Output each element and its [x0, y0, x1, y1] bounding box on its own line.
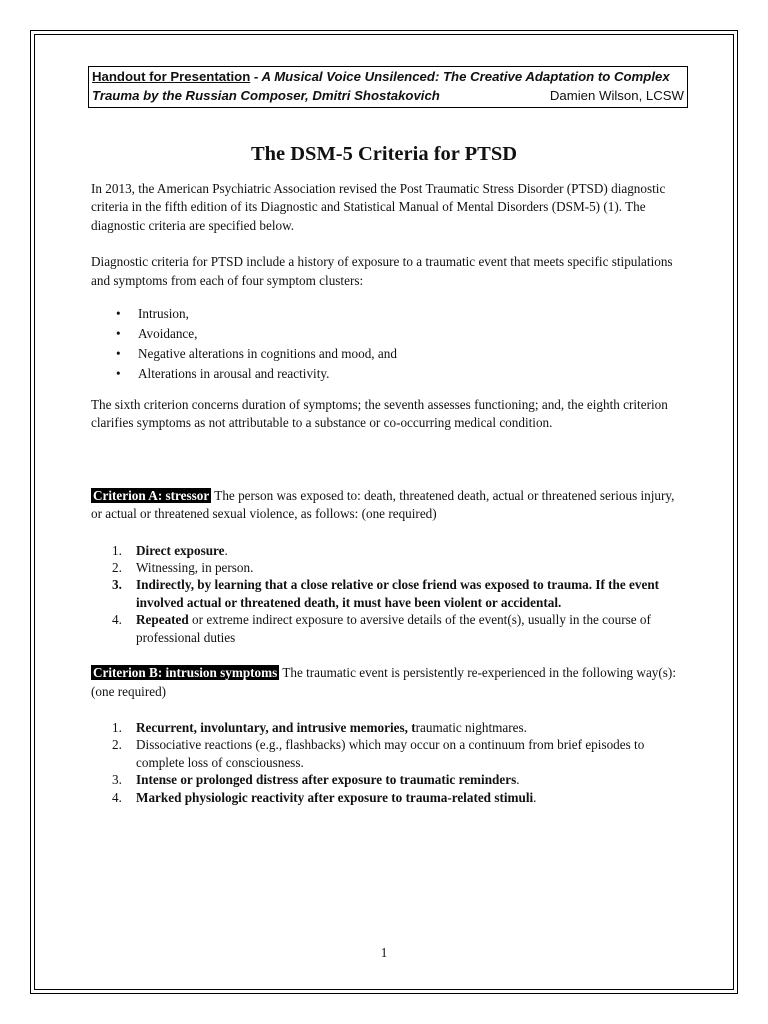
list-item: [91, 719, 681, 736]
list-item: • Intrusion,: [91, 304, 681, 324]
criterion-b-paragraph: [91, 664, 681, 701]
author-name: Damien Wilson, LCSW: [549, 88, 684, 103]
list-item: [91, 611, 681, 646]
talk-title-line-2: Trauma by the Russian Composer, Dmitri Shostakovich: [92, 88, 440, 103]
list-item: • Avoidance,: [91, 324, 681, 344]
intro-paragraph-1: In 2013, the American Psychiatric Association revised the Post Traumatic Stress Disorder (PTSD) diagnostic criteria in the fifth edition of its Diagnostic and Statistical Manual of Mental Disorders (DSM-5) (1). The diagnostic criteria are specified below.: [91, 181, 666, 233]
criterion-a-list: [91, 542, 681, 646]
criterion-b-list: [91, 719, 681, 806]
intro-paragraph-2: Diagnostic criteria for PTSD include a history of exposure to a traumatic event that meets specific stipulations and symptoms from each of four symptom clusters:: [91, 254, 673, 288]
handout-header: [88, 66, 688, 108]
item-text: .: [516, 772, 520, 788]
list-item: [91, 542, 681, 559]
item-text: Dissociative reactions (e.g., flashbacks) which may occur on a continuum from brief episodes to complete loss of consciousness.: [136, 737, 645, 770]
item-bold-text: Marked physiologic reactivity after exposure to trauma-related stimuli: [136, 789, 534, 805]
list-item: [91, 736, 681, 771]
item-text: .: [224, 542, 228, 558]
item-text: Witnessing, in person.: [136, 560, 254, 576]
item-number: 3.: [112, 577, 122, 593]
symptom-cluster-list: [91, 304, 681, 384]
header-line-1: [92, 67, 684, 86]
item-bold-text: Recurrent, involuntary, and intrusive memories, t: [136, 719, 416, 735]
item-number: 2.: [112, 737, 122, 753]
document-body: [91, 180, 681, 824]
page-title: The DSM-5 Criteria for PTSD: [250, 143, 518, 165]
item-text: raumatic nightmares.: [415, 719, 527, 735]
list-item: [91, 576, 681, 611]
criterion-a-label: Criterion A: stressor: [93, 487, 210, 503]
item-number: 1.: [112, 719, 122, 735]
list-item: • Alterations in arousal and reactivity.: [91, 364, 681, 384]
item-text: .: [533, 789, 537, 805]
item-number: 4.: [112, 789, 122, 805]
item-number: 4.: [112, 612, 122, 628]
item-number: 2.: [112, 560, 122, 576]
intro-paragraph-3: The sixth criterion concerns duration of symptoms; the seventh assesses functioning; and, the eighth criterion clarifies symptoms as not attributable to a substance or co-occurring medical condition.: [91, 397, 668, 431]
item-number: 1.: [112, 542, 122, 558]
criterion-b-label: Criterion B: intrusion symptoms: [93, 665, 278, 681]
item-bold-text: Repeated: [136, 612, 189, 628]
talk-title-line-1: A Musical Voice Unsilenced: The Creative Adaptation to Complex: [261, 69, 670, 84]
item-number: 3.: [112, 772, 122, 788]
list-item: [91, 559, 681, 576]
criterion-b-text: The traumatic event is persistently re-experienced in the following way(s): (one required): [91, 665, 676, 699]
list-item: [91, 771, 681, 788]
item-bold-text: Direct exposure: [136, 542, 225, 558]
list-item: • Negative alterations in cognitions and mood, and: [91, 344, 681, 364]
criterion-a-text: The person was exposed to: death, threatened death, actual or threatened serious injury, or actual or threatened sexual violence, as follows: (one required): [91, 487, 675, 522]
page-number: 1: [380, 945, 388, 960]
handout-label: Handout for Presentation: [92, 69, 251, 84]
header-dash: -: [250, 69, 262, 84]
item-text: or extreme indirect exposure to aversive details of the event(s), usually in the course of professional duties: [136, 612, 651, 645]
list-item: [91, 789, 681, 806]
header-line-2: [92, 86, 684, 105]
criterion-a-paragraph: [91, 487, 681, 524]
item-bold-text: Indirectly, by learning that a close relative or close friend was exposed to trauma. If the event involved actual or threatened death, it must have been violent or accidental.: [136, 577, 660, 610]
item-bold-text: Intense or prolonged distress after exposure to traumatic reminders: [136, 772, 517, 788]
